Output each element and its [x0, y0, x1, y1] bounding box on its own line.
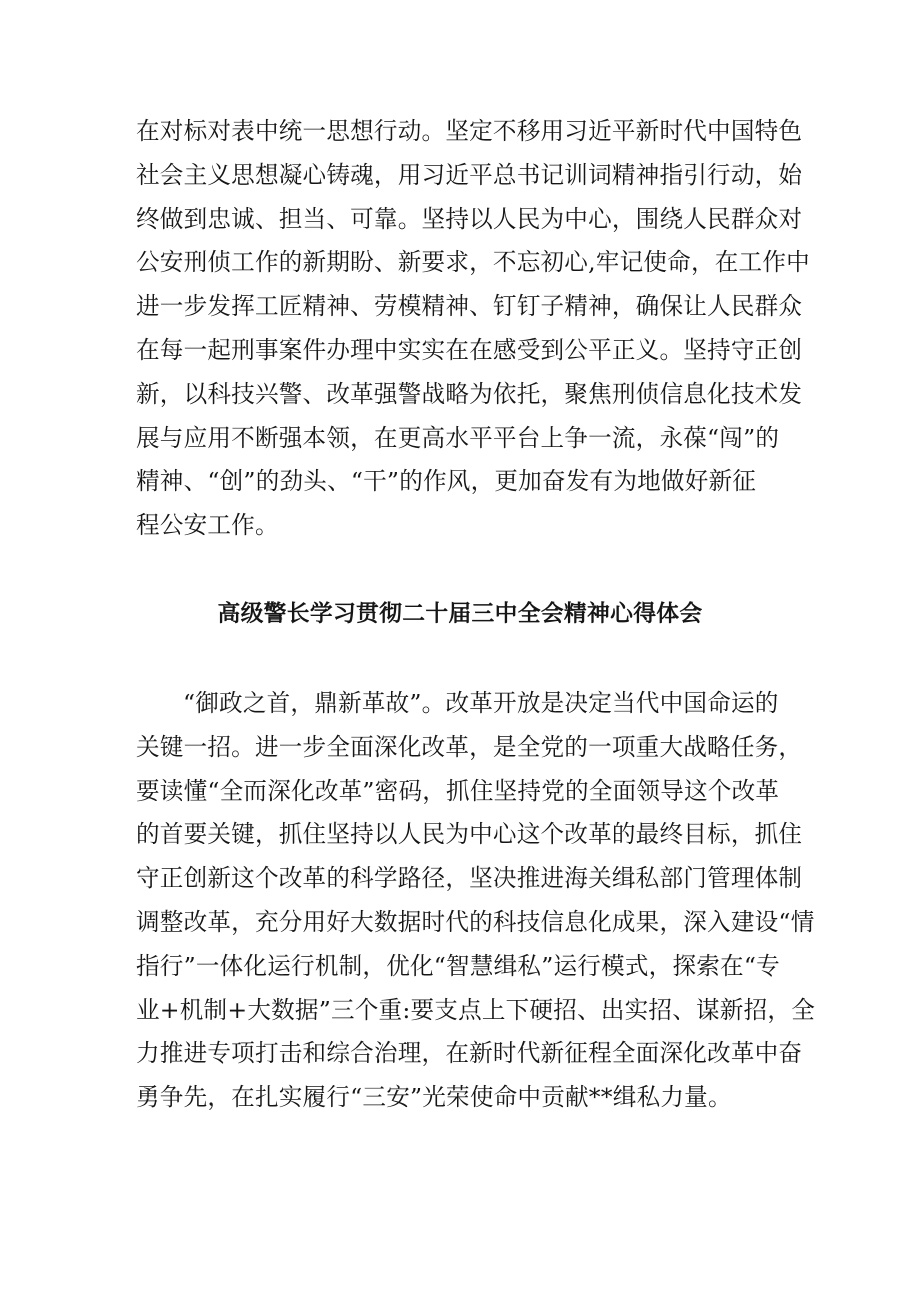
- paragraph-line: 展与应用不断强本领，在更高水平平台上争一流，永葆“闯”的: [136, 423, 780, 452]
- paragraph-line: 在对标对表中统一思想行动。坚定不移用习近平新时代中国特色: [136, 117, 803, 145]
- paragraph-line: 进一步发挥工匠精神、劳模精神、钉钉子精神，确保让人民群众: [136, 292, 803, 321]
- paragraph-line: 指行”一体化运行机制，优化“智慧缉私”运行模式，探索在“专: [136, 951, 780, 980]
- paragraph-line: 精神、“创”的劲头、“干”的作风，更加奋发有为地做好新征: [136, 467, 757, 496]
- paragraph-line: 的首要关键，抓住坚持以人民为中心这个改革的最终目标，抓住: [136, 820, 803, 849]
- paragraph-line: 守正创新这个改革的科学路径，坚决推进海关缉私部门管理体制: [136, 864, 803, 893]
- paragraph-line: 要读懂“全而深化改革”密码，抓住坚持党的全面领导这个改革: [136, 776, 780, 805]
- paragraph-line: 调整改革，充分用好大数据时代的科技信息化成果，深入建设“情: [136, 907, 815, 936]
- body-paragraph-1: [136, 110, 810, 548]
- paragraph-line: 公安刑侦工作的新期盼、新要求，不忘初心,牢记使命，在工作中: [136, 248, 810, 277]
- paragraph-line: 新，以科技兴警、改革强警战略为依托，聚焦刑侦信息化技术发: [136, 379, 803, 408]
- paragraph-line: 力推进专项打击和综合治理，在新时代新征程全面深化改革中奋: [136, 1039, 803, 1068]
- body-paragraph-2: [136, 682, 815, 1120]
- paragraph-line: “御政之首，鼎新革故”。改革开放是决定当代中国命运的: [183, 689, 779, 717]
- paragraph-line: 业+机制+大数据”三个重:要支点上下硬招、出实招、谋新招，全: [136, 995, 815, 1024]
- paragraph-line: 在每一起刑事案件办理中实实在在感受到公平正义。坚持守正创: [136, 335, 803, 364]
- paragraph-line: 终做到忠诚、担当、可靠。坚持以人民为中心，围绕人民群众对: [136, 204, 803, 233]
- paragraph-line: 程公安工作。: [136, 511, 279, 540]
- paragraph-line: 关键一招。进一步全面深化改革，是全党的一项重大战略任务，: [136, 732, 803, 761]
- paragraph-line: 社会主义思想凝心铸魂，用习近平总书记训词精神指引行动，始: [136, 160, 803, 189]
- section-title: 高级警长学习贯彻二十届三中全会精神心得体会: [217, 601, 703, 627]
- paragraph-line: 勇争先，在扎实履行“三安”光荣使命中贡献**缉私力量。: [136, 1083, 732, 1112]
